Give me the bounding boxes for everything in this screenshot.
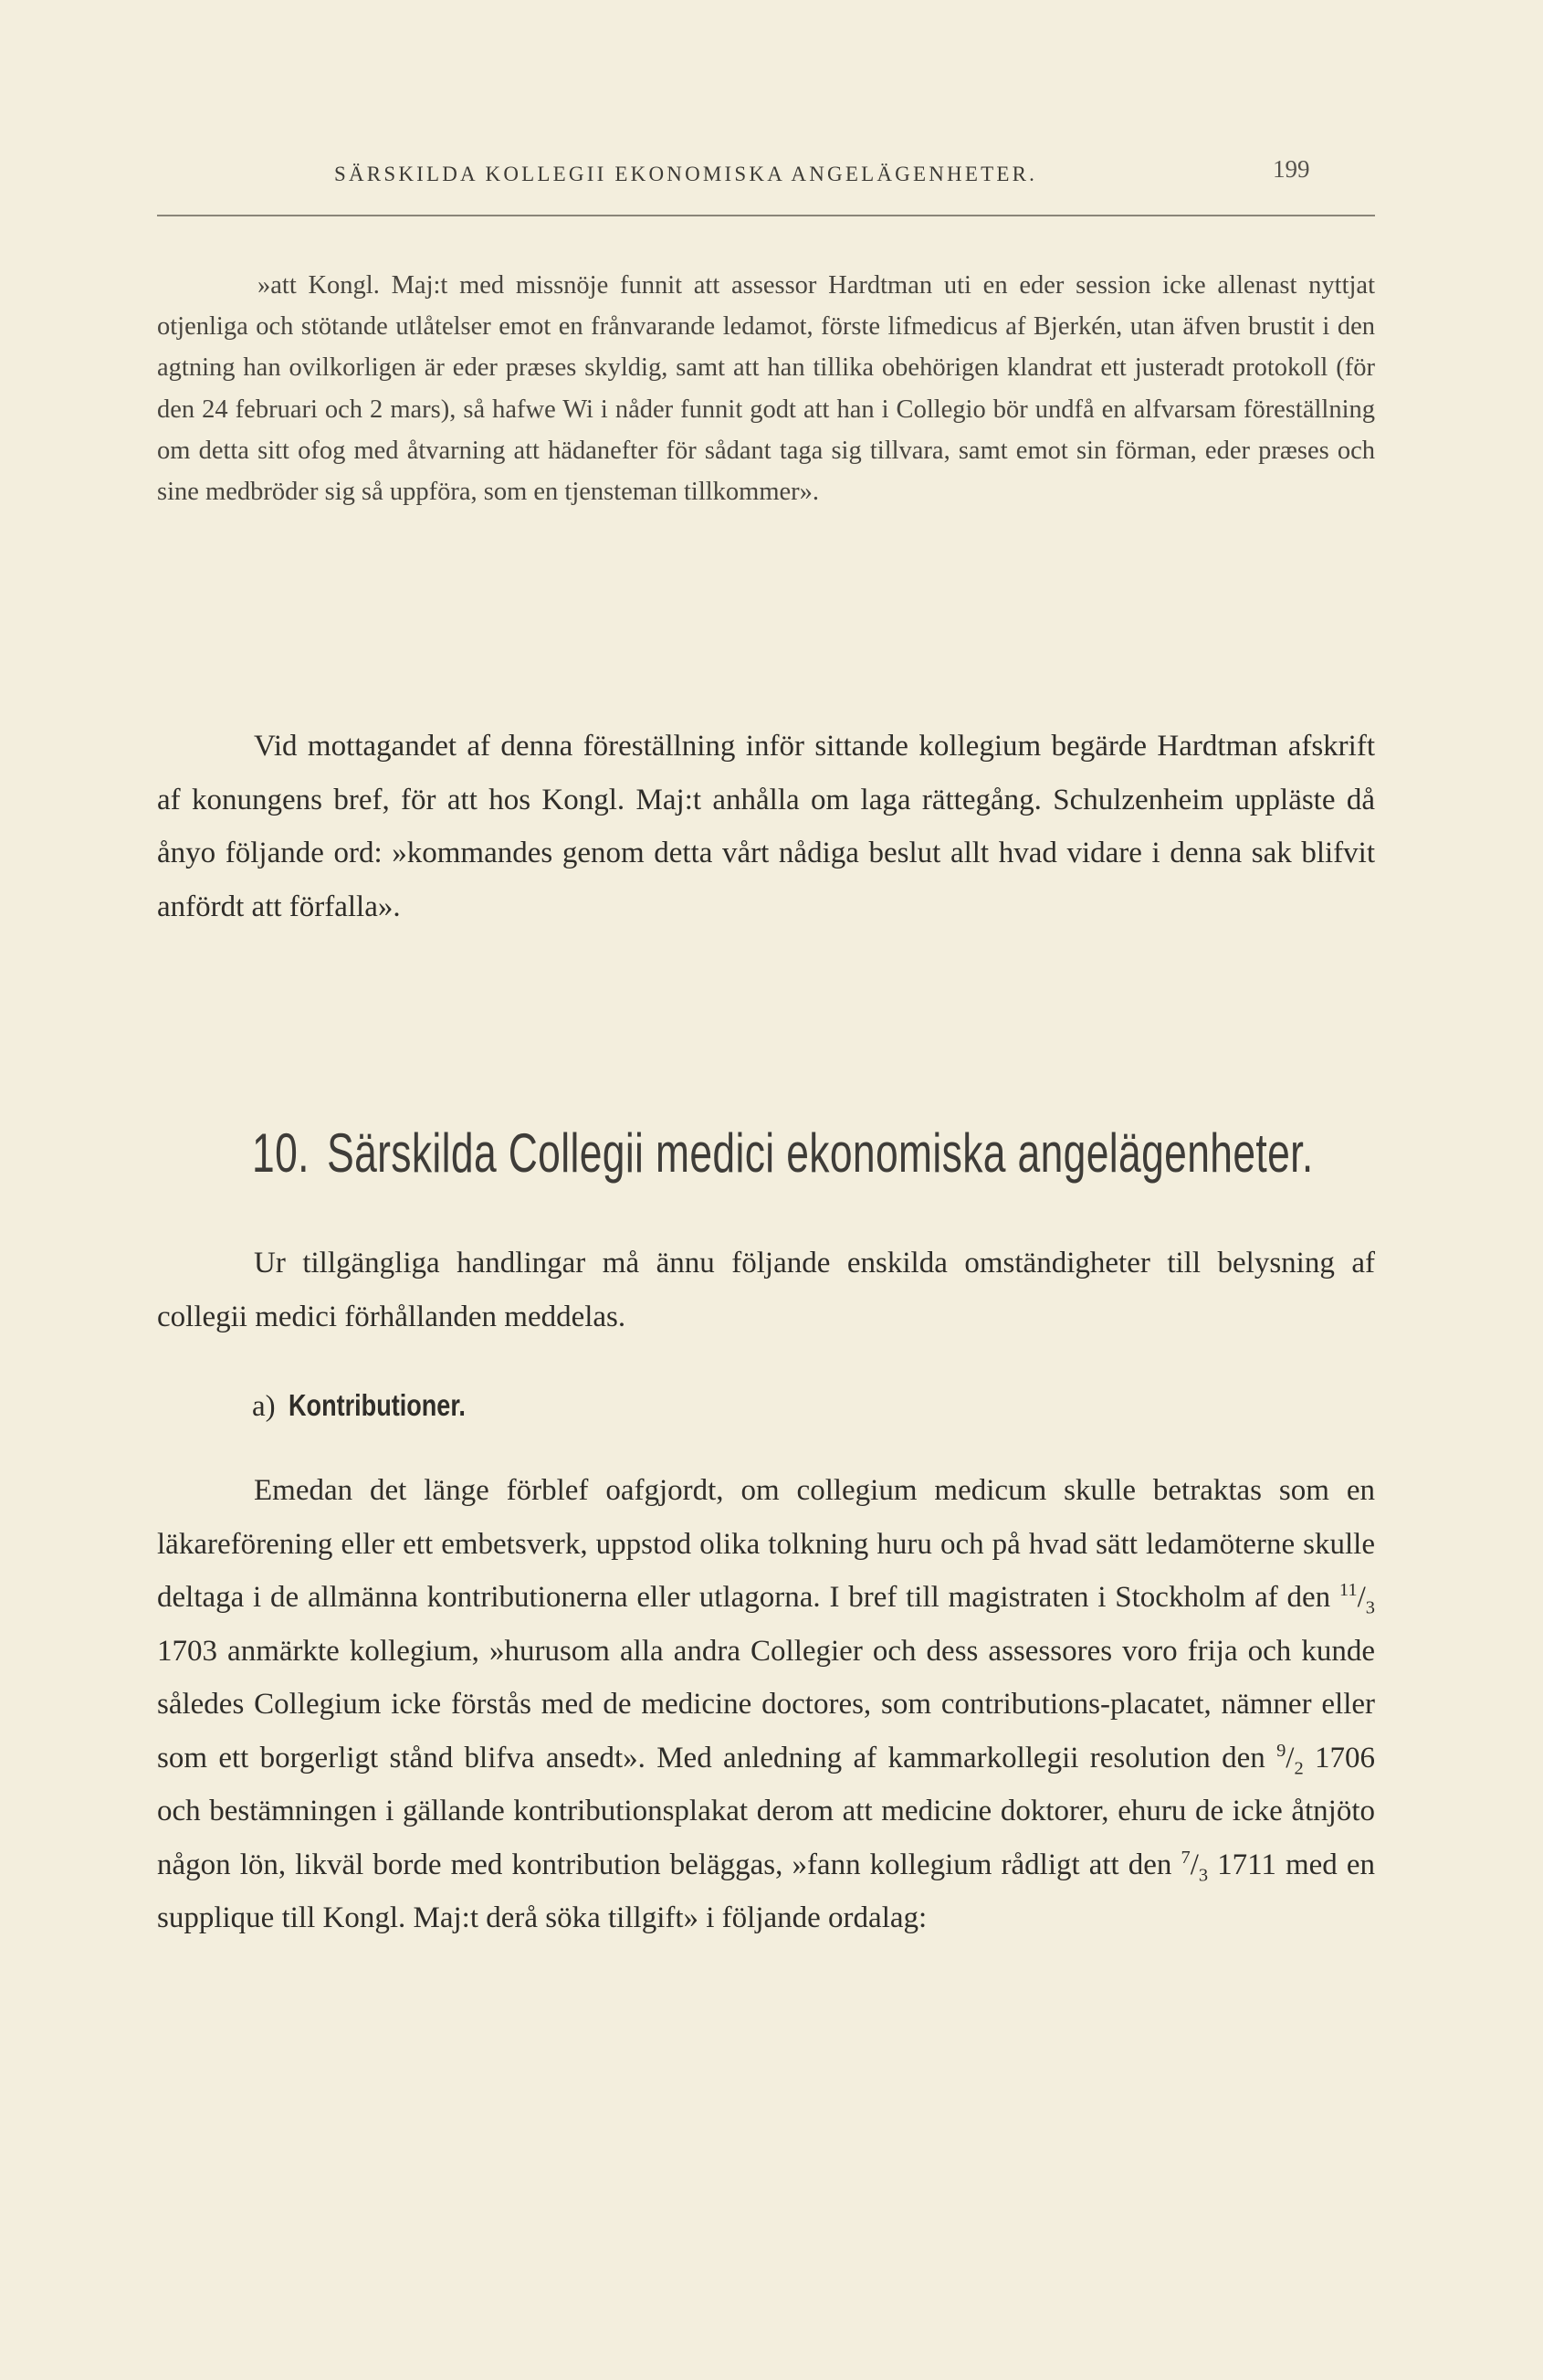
- date-numerator: 7: [1181, 1847, 1191, 1868]
- section-heading: [252, 1122, 1314, 1185]
- text-run: 1711 med en supplique till Kongl. Maj:t derå söka tillgift» i följande ordalag:: [157, 1848, 1375, 1934]
- text-run: 1703 anmärkte kollegium, »hurusom alla andra Collegier och dess assessores voro frija och kunde således Collegium icke förstås med de medicine doctores, som contributions-placatet, nämner eller som ett borgerligt stånd blifva ansedt». Med anledning af kammarkollegii resolution den: [157, 1634, 1375, 1774]
- date-fraction: $^9/_2$: [1276, 1740, 1304, 1779]
- paragraph-contributions: [157, 1464, 1375, 1945]
- header-rule: [157, 215, 1375, 216]
- paragraph-introduction: [157, 1237, 1375, 1343]
- subsection-marker: a): [252, 1390, 276, 1423]
- paragraph-text: Ur tillgängliga handlingar må ännu följande enskilda omständigheter till belysning af collegii medici förhållanden meddelas.: [157, 1247, 1375, 1333]
- quoted-royal-letter: [157, 265, 1375, 512]
- date-numerator: 11: [1338, 1580, 1358, 1600]
- paragraph-text: Vid mottagandet af denna föreställning inför sittande kollegium begärde Hardtman afskrift af konungens bref, för att hos Kongl. Maj:t anhålla om laga rättegång. Schulzenheim uppläste då ånyo följande ord: »kommandes genom detta vårt nådiga beslut allt hvad vidare i denna sak blifvit anfördt att förfalla».: [157, 730, 1375, 923]
- date-fraction: $^7/_3$: [1181, 1847, 1209, 1886]
- text-run: Emedan det länge förblef oafgjordt, om collegium medicum skulle betraktas som en läkareförening eller ett embetsverk, uppstod olika tolkning huru och på hvad sätt ledamöterne skulle deltaga i de allmänna kontributionerna eller utlagorna. I bref till magistraten i Stockholm af den: [157, 1474, 1375, 1614]
- running-header: [155, 153, 1379, 190]
- text-run: 1706 och bestämningen i gällande kontributionsplakat derom att medicine doktorer, ehuru de icke åtnjöto någon lön, likväl borde med kontribution beläggas, »fann kollegium rådligt att den: [157, 1741, 1376, 1881]
- page-number: 199: [1273, 155, 1310, 183]
- quote-paragraph: »att Kongl. Maj:t med missnöje funnit att assessor Hardtman uti en eder session icke allenast nyttjat otjenliga och stötande utlåtelser emot en frånvarande ledamot, förste lifmedicus af Bjerkén, utan äfven brustit i den agtning han ovilkorligen är eder præses skyldig, samt att han tillika obehörigen klandrat ett justeradt protokoll (för den 24 februari och 2 mars), så hafwe Wi i nåder funnit godt att han i Collegio bör undfå en alfvarsam föreställning om detta sitt ofog med åtvarning att hädanefter för sådant taga sig tillvara, samt emot sin förman, eder præses och sine medbröder sig så uppföra, som en tjensteman tillkommer».: [157, 271, 1375, 507]
- paragraph-hardtman-request: [157, 720, 1375, 933]
- date-denominator: 3: [1198, 1865, 1209, 1886]
- subsection-title: Kontributioner.: [288, 1388, 466, 1422]
- date-numerator: 9: [1276, 1740, 1286, 1761]
- date-denominator: 2: [1294, 1758, 1304, 1779]
- paragraph-text: [157, 1464, 1375, 1945]
- running-title: SÄRSKILDA KOLLEGII EKONOMISKA ANGELÄGENHETER.: [334, 163, 1038, 185]
- section-number: 10.: [252, 1122, 310, 1184]
- date-fraction: $^{11}/_3$: [1338, 1580, 1375, 1618]
- section-title: Särskilda Collegii medici ekonomiska angelägenheter.: [327, 1122, 1314, 1184]
- subsection-heading: [252, 1388, 504, 1424]
- date-denominator: 3: [1365, 1597, 1375, 1618]
